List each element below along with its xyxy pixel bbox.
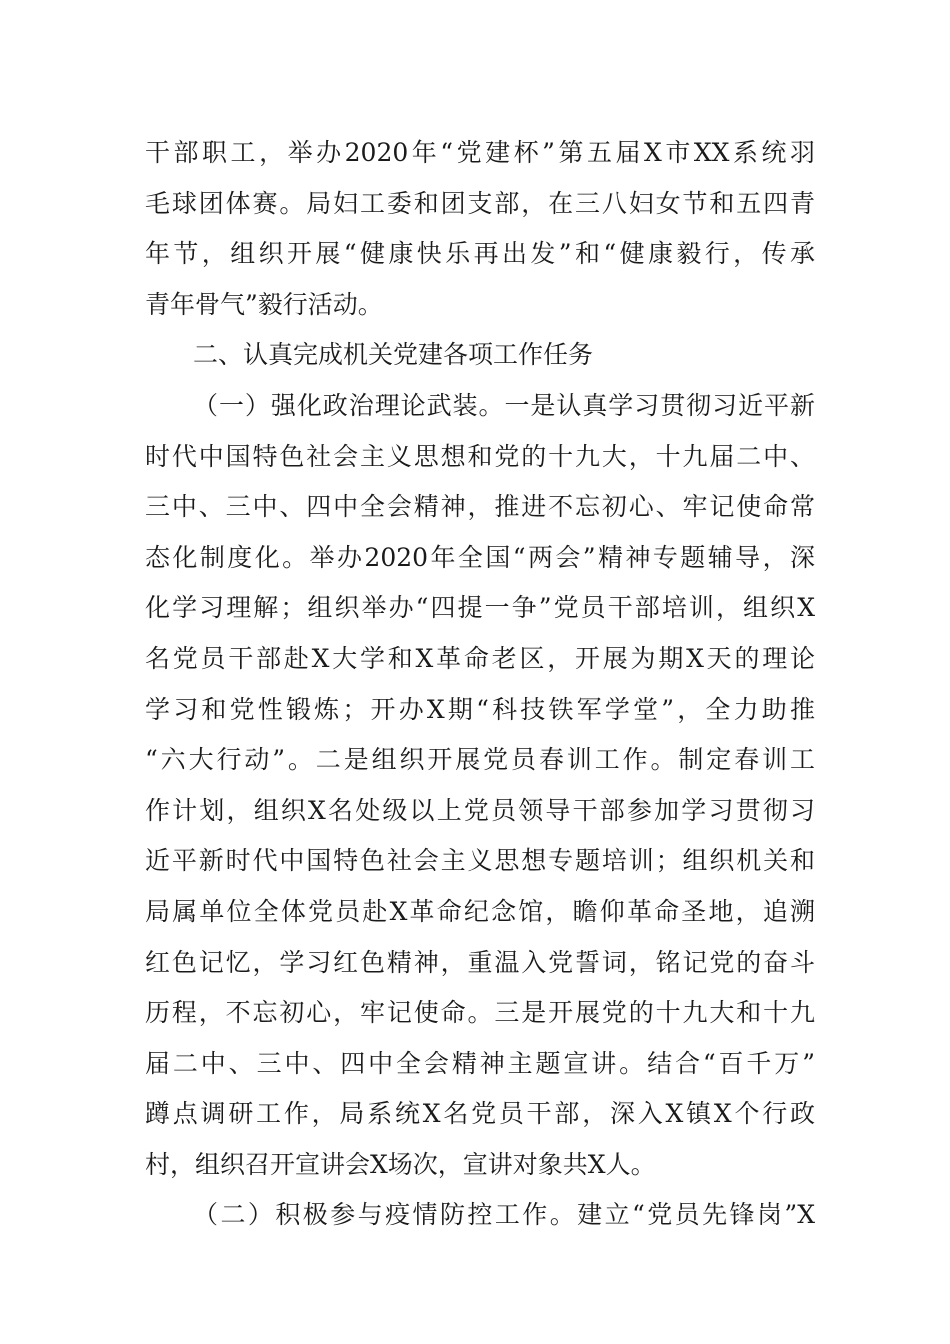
text-line: “六大行动”。二是组织开展党员春训工作。制定春训工 xyxy=(145,745,815,775)
text-line: 三中、三中、四中全会精神，推进不忘初心、牢记使命常 xyxy=(145,492,815,522)
text-line: 化学习理解；组织举办“四提一争”党员干部培训，组织X xyxy=(145,593,815,623)
text-line: 年节，组织开展“健康快乐再出发”和“健康毅行，传承 xyxy=(145,239,815,269)
document-body xyxy=(145,128,815,1241)
text-line: 局属单位全体党员赴X革命纪念馆，瞻仰革命圣地，追溯 xyxy=(145,896,815,926)
text-line: 红色记忆，学习红色精神，重温入党誓词，铭记党的奋斗 xyxy=(145,947,815,977)
text-line: 学习和党性锻炼；开办X期“科技铁军学堂”，全力助推 xyxy=(145,694,815,724)
text-line: 态化制度化。举办2020年全国“两会”精神专题辅导，深 xyxy=(145,542,815,572)
text-line: 蹲点调研工作，局系统X名党员干部，深入X镇X个行政 xyxy=(145,1099,815,1129)
text-line: 青年骨气”毅行活动。 xyxy=(145,289,383,319)
text-line: 时代中国特色社会主义思想和党的十九大，十九届二中、 xyxy=(145,441,815,471)
text-line: 村，组织召开宣讲会X场次，宣讲对象共X人。 xyxy=(145,1149,656,1179)
text-line: 名党员干部赴X大学和X革命老区，开展为期X天的理论 xyxy=(145,643,815,673)
text-line: 干部职工，举办2020年“党建杯”第五届X市XX系统羽 xyxy=(145,138,815,167)
text-line: 近平新时代中国特色社会主义思想专题培训；组织机关和 xyxy=(145,846,815,876)
section-heading: 二、认真完成机关党建各项工作任务 xyxy=(193,340,594,370)
text-line: （二）积极参与疫情防控工作。建立“党员先锋岗”X xyxy=(193,1200,815,1230)
text-line: 历程，不忘初心，牢记使命。三是开展党的十九大和十九 xyxy=(145,998,815,1028)
text-line: 毛球团体赛。局妇工委和团支部，在三八妇女节和五四青 xyxy=(145,188,815,218)
text-line: 届二中、三中、四中全会精神主题宣讲。结合“百千万” xyxy=(145,1048,815,1078)
text-line: 作计划，组织X名处级以上党员领导干部参加学习贯彻习 xyxy=(145,795,815,825)
text-line: （一）强化政治理论武装。一是认真学习贯彻习近平新 xyxy=(193,390,815,420)
